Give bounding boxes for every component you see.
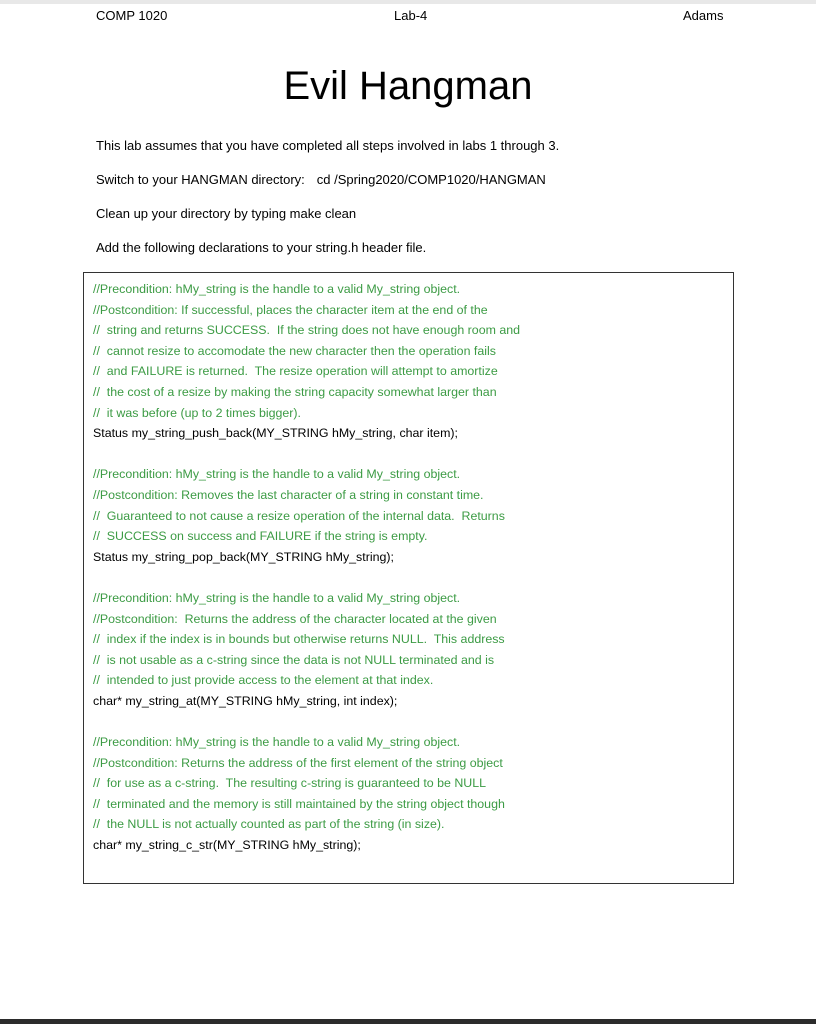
code-comment-line: // cannot resize to accomodate the new character then the operation fails xyxy=(93,343,496,358)
code-comment-line: //Precondition: hMy_string is the handle to a valid My_string object. xyxy=(93,590,461,605)
cleanup-text: Clean up your directory by typing make clean xyxy=(96,206,357,221)
push-back-block xyxy=(93,279,733,444)
code-comment-line: // it was before (up to 2 times bigger). xyxy=(93,405,301,420)
code-comment-line: // intended to just provide access to the element at that index. xyxy=(93,673,434,688)
add-declarations-text: Add the following declarations to your string.h header file. xyxy=(96,240,427,255)
c-str-declaration: char* my_string_c_str(MY_STRING hMy_string); xyxy=(93,838,361,853)
code-comment-line: //Precondition: hMy_string is the handle to a valid My_string object. xyxy=(93,467,461,482)
code-comment-line: // the NULL is not actually counted as part of the string (in size). xyxy=(93,817,445,832)
switch-command: cd /Spring2020/COMP1020/HANGMAN xyxy=(316,172,546,187)
code-comment-line: // index if the index is in bounds but otherwise returns NULL. This address xyxy=(93,632,505,647)
code-comment-line: //Postcondition: Removes the last character of a string in constant time. xyxy=(93,487,484,502)
at-block xyxy=(93,588,733,712)
top-rule xyxy=(0,0,816,4)
code-comment-line: //Precondition: hMy_string is the handle to a valid My_string object. xyxy=(93,282,461,296)
code-comment-line: // for use as a c-string. The resulting c-string is guaranteed to be NULL xyxy=(93,776,487,791)
code-comment-line: // SUCCESS on success and FAILURE if the string is empty. xyxy=(93,529,428,544)
header-course: COMP 1020 xyxy=(96,8,168,23)
header-author: Adams xyxy=(683,8,724,23)
code-comment-line: // Guaranteed to not cause a resize operation of the internal data. Returns xyxy=(93,508,505,523)
code-comment-line: // string and returns SUCCESS. If the string does not have enough room and xyxy=(93,323,521,338)
code-comment-line: // is not usable as a c-string since the data is not NULL terminated and is xyxy=(93,652,495,667)
code-comment-line: // and FAILURE is returned. The resize operation will attempt to amortize xyxy=(93,364,498,379)
header-lab: Lab-4 xyxy=(394,8,428,23)
page-title: Evil Hangman xyxy=(283,64,533,108)
code-comment-line: // the cost of a resize by making the string capacity somewhat larger than xyxy=(93,384,497,399)
code-comment-line: //Postcondition: Returns the address of the character located at the given xyxy=(93,611,497,626)
code-comment-line: // terminated and the memory is still maintained by the string object though xyxy=(93,796,505,811)
code-comment-line: //Postcondition: Returns the address of the first element of the string object xyxy=(93,755,503,770)
code-box xyxy=(83,272,734,884)
assumption-text: This lab assumes that you have completed all steps involved in labs 1 through 3. xyxy=(96,138,560,153)
at-declaration: char* my_string_at(MY_STRING hMy_string, int index); xyxy=(93,693,398,708)
c-str-block xyxy=(93,732,733,856)
pop-back-block xyxy=(93,464,733,567)
code-comment-line: //Postcondition: If successful, places the character item at the end of the xyxy=(93,302,488,317)
switch-label: Switch to your HANGMAN directory: xyxy=(96,172,305,187)
push-back-declaration: Status my_string_push_back(MY_STRING hMy_string, char item); xyxy=(93,426,458,441)
switch-directory-line xyxy=(96,172,546,188)
pop-back-declaration: Status my_string_pop_back(MY_STRING hMy_string); xyxy=(93,549,394,564)
bottom-rule xyxy=(0,1019,816,1024)
code-comment-line: //Precondition: hMy_string is the handle to a valid My_string object. xyxy=(93,735,461,750)
